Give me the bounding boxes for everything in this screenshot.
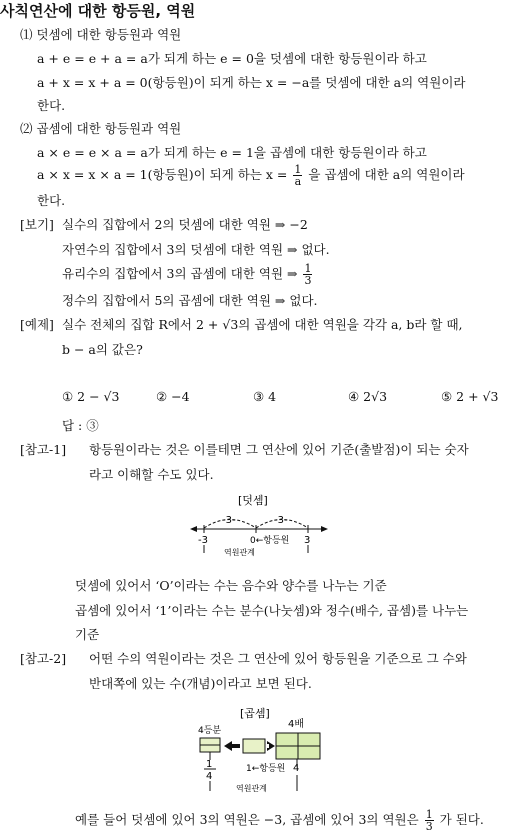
left-arrow [224,741,240,751]
tick-label-mid: 0←항등원 [250,536,290,546]
identity-label: 1←항등원 [246,764,286,774]
note1-after2: 곱셈에 있어서 ‘1’이라는 수는 분수(나눗셈)와 정수(배수, 곱셈)를 나누는 [75,603,469,618]
multiplication-diagram [196,705,326,795]
quarter-frac-num: 1 [206,759,213,770]
addition-diagram-title: [덧셈] [238,494,268,507]
axis-right-arrow [321,526,328,532]
note1-label: [참고-1] [20,442,67,457]
page-title: 사칙연산에 대한 항등원, 역원 [0,2,196,20]
note1-after3: 기준 [75,627,100,642]
choice-2: ② −4 [156,389,190,404]
example-4: 정수의 집합에서 5의 곱셈에 대한 역원 ⇒ 없다. [62,293,318,308]
sec2-line2-end: 을 곱셈에 대한 a의 역원이라 [308,167,465,182]
note2-label: [참고-2] [20,651,67,666]
addition-number-line-diagram [190,493,335,558]
example-3-text: 유리수의 집합에서 3의 곱셈에 대한 역원 ⇒ [62,266,298,281]
examples-label: [보기] [20,217,54,232]
multiplication-diagram-title: [곱셈] [240,707,270,720]
left-distance-label: -3- [222,515,236,526]
choice-1: ① 2 − √3 [62,389,120,404]
right-distance-label: -3- [274,515,288,526]
sec2-heading: ⑵ 곱셈에 대한 항등원과 역원 [20,121,182,136]
sec1-heading: ⑴ 덧셈에 대한 항등원과 역원 [20,27,182,42]
inverse-relation-caption: 역원관계 [224,548,255,557]
problem-line2: b − a의 값은? [62,342,143,357]
fourfold-label: 4배 [288,719,305,730]
answer: 답 : ③ [62,418,99,433]
note1-line2: 라고 이해할 수도 있다. [89,467,214,482]
unit-block [243,739,265,753]
inverse-relation-caption-2: 역원관계 [236,784,267,793]
sec2-line1: a × e = e × a = a가 되게 하는 e = 1을 곱셈에 대한 항등원이라 하고 [37,145,427,160]
final-line-end: 가 된다. [439,812,484,827]
inverse-fraction: $\frac{1}{a}$ [294,163,302,188]
example-1: 실수의 집합에서 2의 덧셈에 대한 역원 ⇒ −2 [62,217,308,232]
sec1-line2: a + x = x + a = 0(항등원)이 되게 하는 x = −a를 덧셈에 대한 a의 역원이라 [37,75,466,90]
sec1-line1: a + e = e + a = a가 되게 하는 e = 0을 덧셈에 대한 항등원이라 하고 [37,51,427,66]
problem-line1: 실수 전체의 집합 R에서 2 + √3의 곱셈에 대한 역원을 각각 a, b라 할 때, [62,317,463,332]
note2-line1: 어떤 수의 역원이라는 것은 그 연산에 있어 항등원을 기준으로 그 수와 [89,651,467,666]
sec1-line3: 한다. [37,98,66,113]
example-3 [62,263,314,286]
axis-left-arrow [190,526,197,532]
final-line [75,809,484,832]
note1-after1: 덧셈에 있어서 ‘O’이라는 수는 음수와 양수를 나누는 기준 [75,578,387,593]
problem-label: [예제] [20,317,54,332]
choice-5: ⑤ 2 + √3 [441,389,499,404]
tick-label-right: 3 [304,535,311,546]
tick-label-left: -3 [198,535,208,546]
choice-3: ③ 4 [253,389,277,404]
example-2: 자연수의 집합에서 3의 덧셈에 대한 역원 ⇒ 없다. [62,242,330,257]
right-arrow [267,741,275,751]
sec2-line2 [37,164,465,187]
sec2-line2-start: a × x = x × a = 1(항등원)이 되게 하는 x = [37,167,288,182]
example-3-fraction: $\frac{1}{3}$ [304,262,312,287]
quarter-frac-den: 4 [206,771,213,782]
sec2-line3: 한다. [37,193,66,208]
note1-line1: 항등원이라는 것은 이를테면 그 연산에 있어 기준(출발점)이 되는 숫자 [89,442,469,457]
final-line-start: 예를 들어 덧셈에 있어 3의 역원은 −3, 곱셈에 있어 3의 역원은 [75,812,419,827]
note2-line2: 반대쪽에 있는 수(개념)이라고 보면 된다. [89,676,312,691]
fourfold-value: 4 [293,763,300,774]
quarter-label: 4등분 [198,726,222,736]
choice-4: ④ 2√3 [348,389,388,404]
final-fraction: $\frac{1}{3}$ [425,808,433,833]
